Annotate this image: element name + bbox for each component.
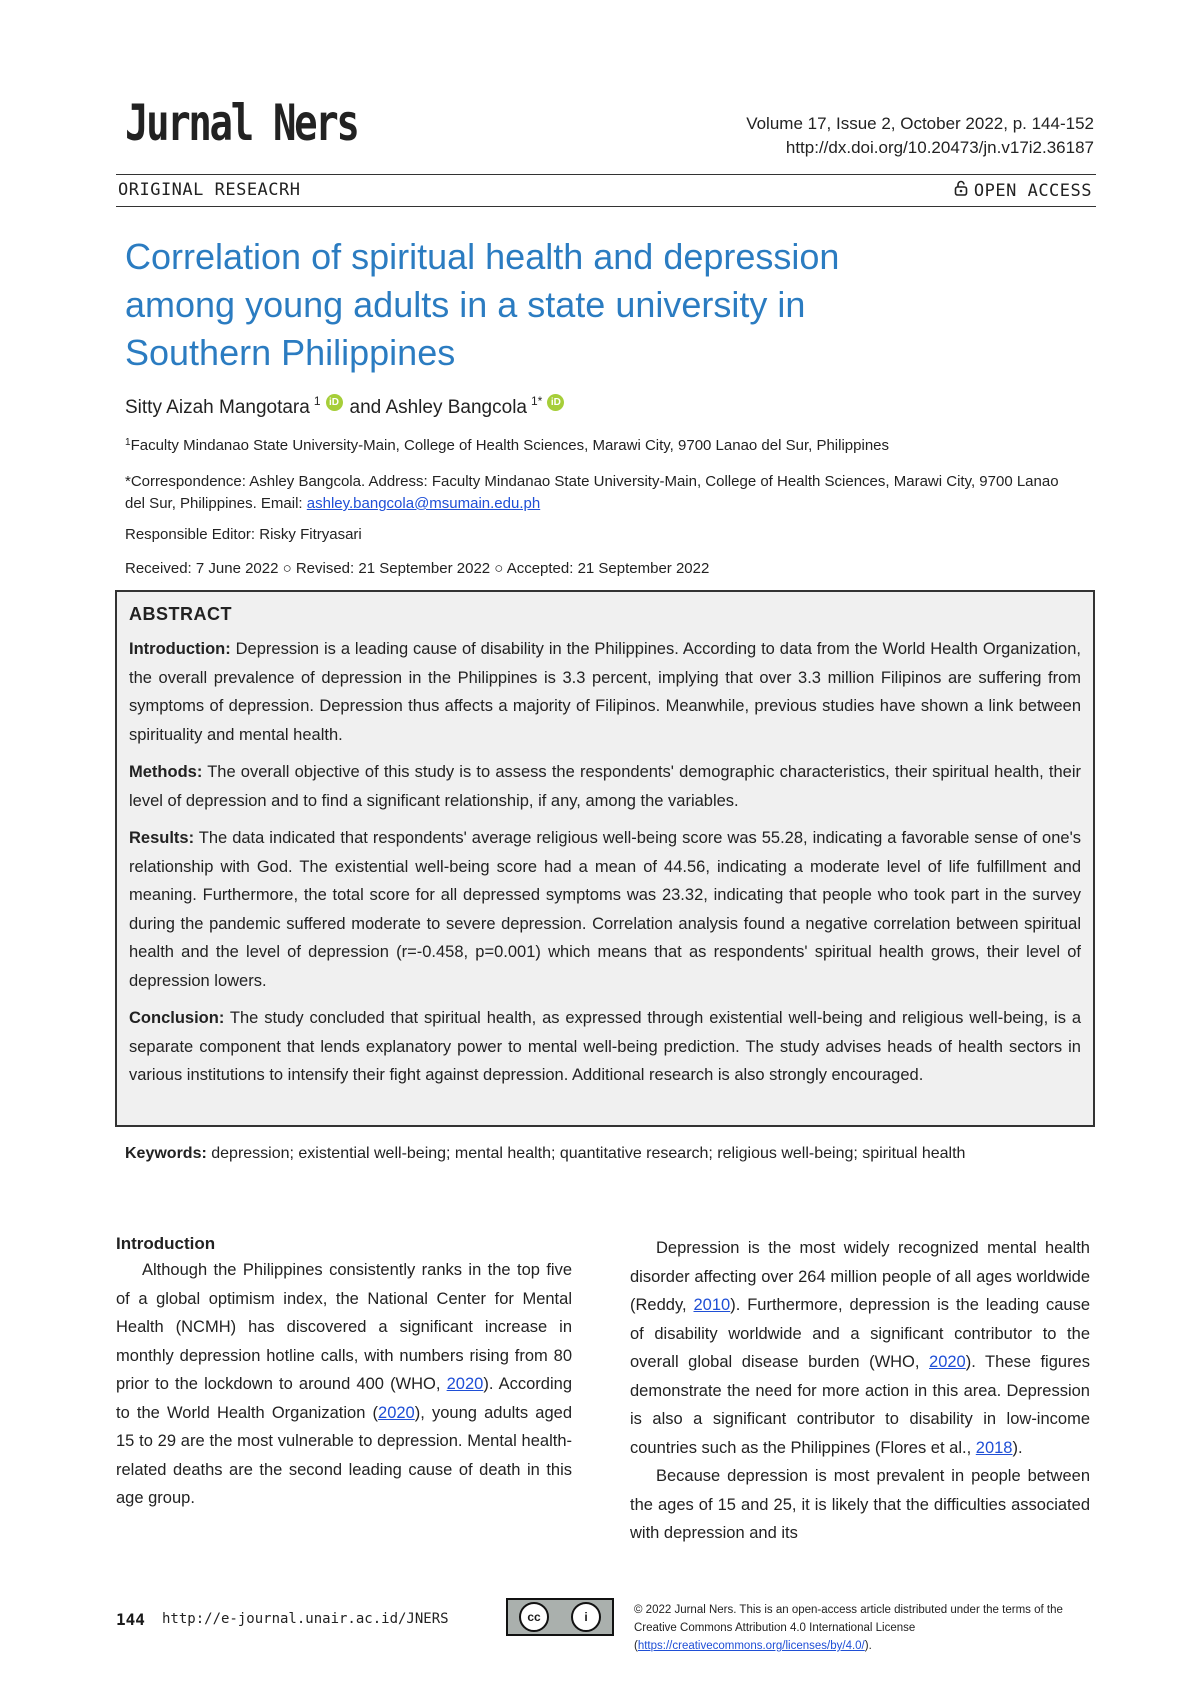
keywords-label: Keywords: (125, 1145, 207, 1162)
citation-link[interactable]: 2020 (929, 1353, 966, 1371)
body-paragraph (630, 1234, 1090, 1462)
abstract-intro-text: Depression is a leading cause of disability in the Philippines. According to data from the World Health Organization, the overall prevalence of depression in the Philippines is 3.3 percent, implying that over 3.3 million Filipinos are suffering from symptoms of depression. Depression thus affects a majority of Filipinos. Meanwhile, previous studies have shown a link between spirituality and mental health. (129, 640, 1081, 744)
abstract-methods-text: The overall objective of this study is to assess the respondents' demographic characteristics, their spiritual health, their level of depression and to find a significant relationship, if any, among the variables. (129, 763, 1081, 810)
paragraph-text: Although the Philippines consistently ranks in the top five of a global optimism index, the National Center for Mental Health (NCMH) has discovered a significant increase in monthly depression hotline calls, with numbers rising from 80 prior to the lockdown to around 400 (WHO, (116, 1261, 572, 1393)
keywords-text: depression; existential well-being; mental health; quantitative research; religious well-being; spiritual health (206, 1145, 966, 1162)
author-1-affil: 1 (313, 394, 321, 408)
license-notice (634, 1601, 1094, 1655)
abstract-results-text: The data indicated that respondents' average religious well-being score was 55.28, indicating a favorable sense of one's relationship with God. The existential well-being score had a mean of 44.56, indicating a moderate level of life fulfillment and meaning. Furthermore, the total score for all depressed symptoms was 23.32, indicating that people who took part in the survey during the pandemic suffered moderate to severe depression. Correlation analysis found a negative correlation between spiritual health and the level of depression (r=-0.458, p=0.001) which means that as respondents' spiritual health grows, their level of depression lowers. (129, 829, 1081, 990)
correspondence (125, 471, 1075, 515)
orcid-icon[interactable]: iD (326, 394, 343, 411)
paragraph-text: Depression is the most widely recognized mental health disorder affecting over 264 million people of all ages worldwide (Reddy, (630, 1239, 1090, 1314)
volume-line: Volume 17, Issue 2, October 2022, p. 144-152 (746, 114, 1094, 133)
affiliation-text: Faculty Mindanao State University-Main, College of Health Sciences, Marawi City, 9700 Lanao del Sur, Philippines (130, 437, 889, 454)
abstract-methods-label: Methods: (129, 763, 203, 781)
introduction-heading: Introduction (116, 1234, 216, 1253)
abstract-conclusion-label: Conclusion: (129, 1009, 225, 1027)
body-paragraph (116, 1256, 572, 1513)
page-number: 144 (116, 1610, 145, 1629)
abstract-conclusion-text: The study concluded that spiritual health, as expressed through existential well-being and religious well-being, is a separate component that lends explanatory power to mental well-being prediction. The study advises heads of health sectors in various institutions to intensify their fight against depression. Additional research is also strongly encouraged. (129, 1009, 1081, 1084)
submission-dates: Received: 7 June 2022 ○ Revised: 21 September 2022 ○ Accepted: 21 September 2022 (125, 560, 710, 577)
responsible-editor: Responsible Editor: Risky Fitryasari (125, 526, 362, 543)
citation-link[interactable]: 2018 (975, 1438, 1013, 1457)
cc-by-badge[interactable] (506, 1598, 614, 1636)
body-paragraph: Because depression is most prevalent in people between the ages of 15 and 25, it is likely that the difficulties associated with depression and its (630, 1467, 1090, 1542)
paragraph-text: ), young adults aged 15 to 29 are the most vulnerable to depression. Mental health-related deaths are the second leading cause of death in this age group. (116, 1403, 572, 1507)
abstract-conclusion (129, 1004, 1081, 1090)
abstract-box (115, 590, 1095, 1127)
affiliation-marker: 1 (125, 437, 131, 448)
email-link[interactable]: ashley.bangcola@msumain.edu.ph (306, 495, 541, 512)
abstract-introduction (129, 635, 1081, 749)
correspondence-text: *Correspondence: Ashley Bangcola. Address: Faculty Mindanao State University-Main, College of Health Sciences, Marawi City, 9700 Lanao del Sur, Philippines. Email: (125, 473, 1059, 512)
cc-icon: cc (519, 1602, 549, 1632)
keywords (125, 1142, 1085, 1165)
header-rule-bottom (116, 206, 1096, 207)
header-rule-top (116, 174, 1096, 175)
journal-logo: Jurnal Ners (125, 94, 358, 152)
open-access-label: OPEN ACCESS (973, 180, 1092, 201)
license-link[interactable]: https://creativecommons.org/licenses/by/4.0/ (637, 1640, 865, 1652)
affiliation (125, 437, 889, 454)
license-text: © 2022 Jurnal Ners. This is an open-access article distributed under the terms of the Creative Commons Attribution 4.0 International License ( (634, 1604, 1063, 1652)
journal-url[interactable]: http://e-journal.unair.ac.id/JNERS (162, 1611, 449, 1627)
license-text-end: ). (864, 1640, 872, 1652)
section-label: ORIGINAL RESEACRH (118, 180, 301, 200)
citation-link[interactable]: 2020 (446, 1375, 484, 1393)
abstract-results (129, 824, 1081, 995)
citation-link[interactable]: 2020 (378, 1403, 415, 1422)
paragraph-text: ). These figures demonstrate the need for more action in this area. Depression is also a significant contributor to disability in low-income countries such as the Philippines (Flores et al., (630, 1353, 1090, 1457)
orcid-icon[interactable]: iD (547, 394, 564, 411)
author-2-affil: 1* (530, 394, 543, 408)
open-lock-icon (954, 180, 968, 201)
author-list (125, 394, 567, 419)
abstract-methods (129, 758, 1081, 815)
abstract-intro-label: Introduction: (129, 640, 231, 658)
body-column-left (116, 1232, 572, 1513)
paragraph-text: ). According to the World Health Organization ( (116, 1375, 572, 1422)
volume-info (746, 112, 1094, 160)
doi-link[interactable]: http://dx.doi.org/10.20473/jn.v17i2.36187 (785, 138, 1094, 157)
abstract-heading: ABSTRACT (129, 604, 232, 624)
paragraph-text: ). (1012, 1438, 1023, 1457)
abstract-results-label: Results: (129, 829, 195, 847)
citation-link[interactable]: 2010 (693, 1296, 731, 1314)
open-access-badge (954, 180, 1092, 201)
by-icon: i (571, 1602, 601, 1632)
body-column-right (630, 1234, 1090, 1548)
author-1[interactable]: Sitty Aizah Mangotara (125, 397, 310, 418)
paragraph-text: ). Furthermore, depression is the leading cause of disability worldwide and a significant contributor to the overall global disease burden (WHO, (630, 1296, 1090, 1371)
article-title: Correlation of spiritual health and depression among young adults in a state university in Southern Philippines (125, 236, 840, 373)
author-2[interactable]: and Ashley Bangcola (349, 397, 527, 418)
